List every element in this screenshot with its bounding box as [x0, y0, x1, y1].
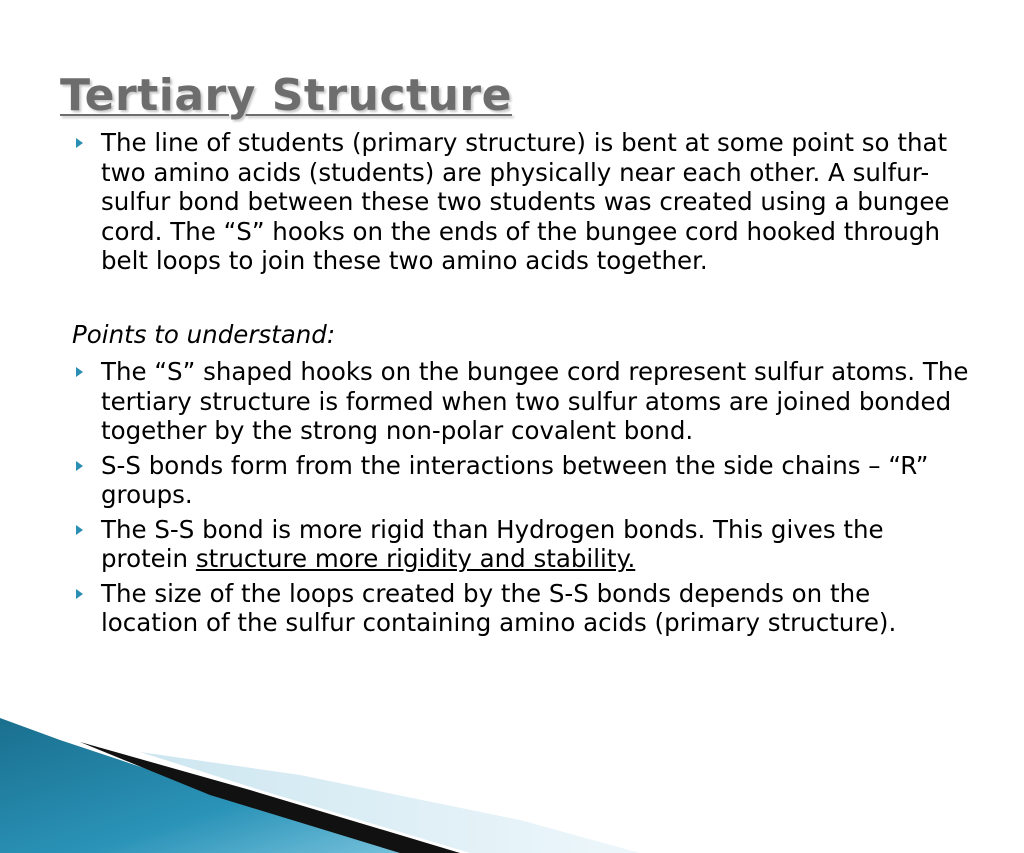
slide-title: Tertiary Structure	[60, 70, 512, 121]
bullet-arrow-icon	[76, 138, 83, 148]
intro-bullet	[72, 128, 972, 276]
points-heading: Points to understand:	[72, 319, 336, 349]
slide-body	[72, 128, 972, 643]
point-text: The S-S bond is more rigid than Hydrogen bonds. This gives the protein	[101, 514, 884, 573]
intro-bullet-text: The line of students (primary structure) is bent at some point so that two amino acids (students) are physically near each other. A sulfur-sulfur bond between these two students was created using a bungee cord. The “S” hooks on the ends of the bungee cord hooked through belt loops to join these two amino acids together.	[101, 128, 950, 275]
point-item	[72, 579, 972, 638]
point-text: The “S” shaped hooks on the bungee cord represent sulfur atoms. The tertiary structure is formed when two sulfur atoms are joined bonded together by the strong non-polar covalent bond.	[101, 357, 969, 445]
point-text-underlined: structure more rigidity and stability.	[195, 544, 636, 573]
bullet-arrow-icon	[76, 461, 83, 471]
bullet-arrow-icon	[76, 367, 83, 377]
point-item	[72, 515, 972, 574]
bullet-arrow-icon	[76, 589, 83, 599]
point-item	[72, 357, 972, 446]
point-text: S-S bonds form from the interactions between the side chains – “R” groups.	[101, 450, 929, 509]
point-text: The size of the loops created by the S-S bonds depends on the location of the sulfur containing amino acids (primary structure).	[101, 578, 897, 637]
bullet-arrow-icon	[76, 525, 83, 535]
point-item	[72, 451, 972, 510]
